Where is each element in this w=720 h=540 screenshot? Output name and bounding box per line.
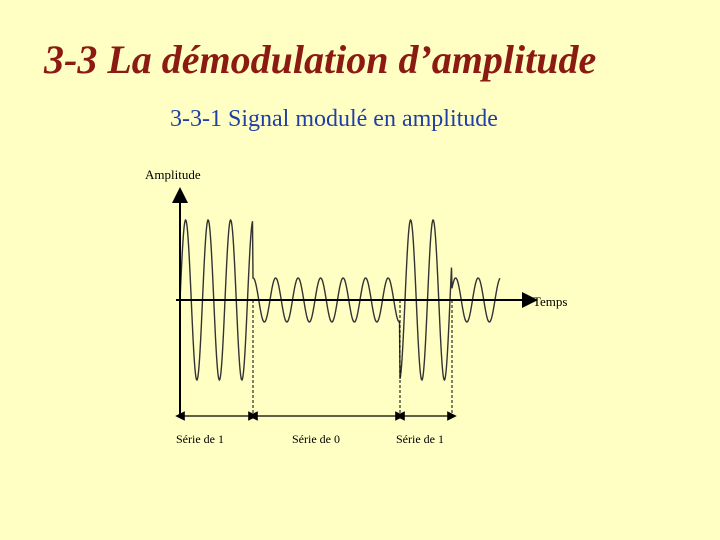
segment-label: Série de 0 bbox=[292, 432, 340, 446]
segment-label: Série de 1 bbox=[396, 432, 444, 446]
segment-label: Série de 1 bbox=[176, 432, 224, 446]
slide-subtitle: 3-3-1 Signal modulé en amplitude bbox=[170, 106, 498, 132]
slide-title: 3-3 La démodulation d’amplitude bbox=[44, 37, 597, 82]
x-axis-label: Temps bbox=[533, 294, 568, 309]
y-axis-label: Amplitude bbox=[145, 167, 201, 182]
